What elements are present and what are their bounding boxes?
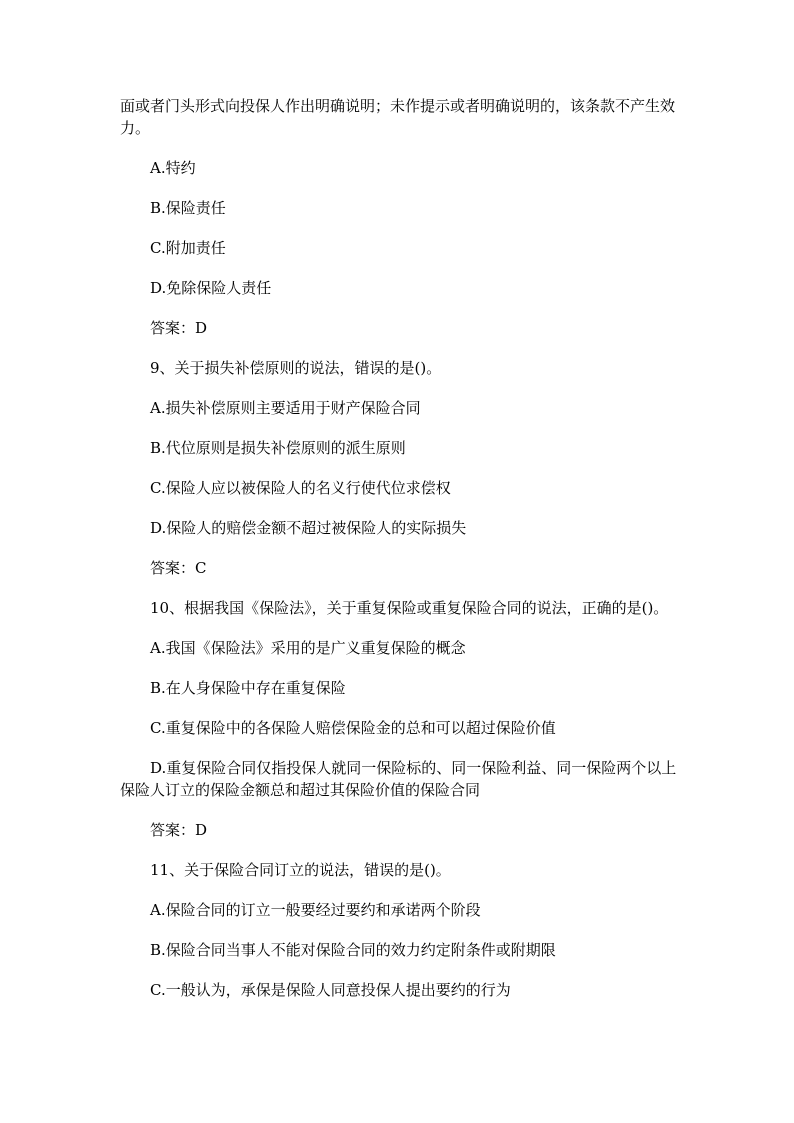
q8-option-d: D.免除保险人责任 [150, 279, 272, 297]
q8-answer: 答案：D [150, 319, 208, 337]
q9-option-a: A.损失补偿原则主要适用于财产保险合同 [150, 399, 421, 417]
q10-option-c: C.重复保险中的各保险人赔偿保险金的总和可以超过保险价值 [150, 719, 556, 737]
q11-option-b: B.保险合同当事人不能对保险合同的效力约定附条件或附期限 [150, 941, 556, 959]
q8-option-b: B.保险责任 [150, 199, 226, 217]
q10-option-b: B.在人身保险中存在重复保险 [150, 679, 346, 697]
q10-option-d: D.重复保险合同仅指投保人就同一保险标的、同一保险利益、同一保险两个以上保险人订立的保险金额总和超过其保险价值的保险合同 [120, 759, 677, 799]
q11-option-c: C.一般认为，承保是保险人同意投保人提出要约的行为 [150, 981, 511, 999]
document-page [120, 95, 680, 1001]
q9-answer: 答案：C [150, 559, 207, 577]
q11-option-a: A.保险合同的订立一般要经过要约和承诺两个阶段 [150, 901, 481, 919]
q9-option-d: D.保险人的赔偿金额不超过被保险人的实际损失 [150, 519, 467, 537]
q9-option-c: C.保险人应以被保险人的名义行使代位求偿权 [150, 479, 451, 497]
q10-option-a: A.我国《保险法》采用的是广义重复保险的概念 [150, 639, 466, 657]
q8-option-a: A.特约 [150, 159, 196, 177]
q9-stem: 9、关于损失补偿原则的说法，错误的是()。 [150, 359, 442, 377]
q10-answer: 答案：D [150, 821, 208, 839]
q8-option-c: C.附加责任 [150, 239, 226, 257]
q11-stem: 11、关于保险合同订立的说法，错误的是()。 [150, 861, 451, 879]
q9-option-b: B.代位原则是损失补偿原则的派生原则 [150, 439, 406, 457]
q10-stem: 10、根据我国《保险法》，关于重复保险或重复保险合同的说法，正确的是()。 [150, 599, 669, 617]
intro-paragraph: 面或者门头形式向投保人作出明确说明；未作提示或者明确说明的，该条款不产生效力。 [120, 97, 676, 137]
